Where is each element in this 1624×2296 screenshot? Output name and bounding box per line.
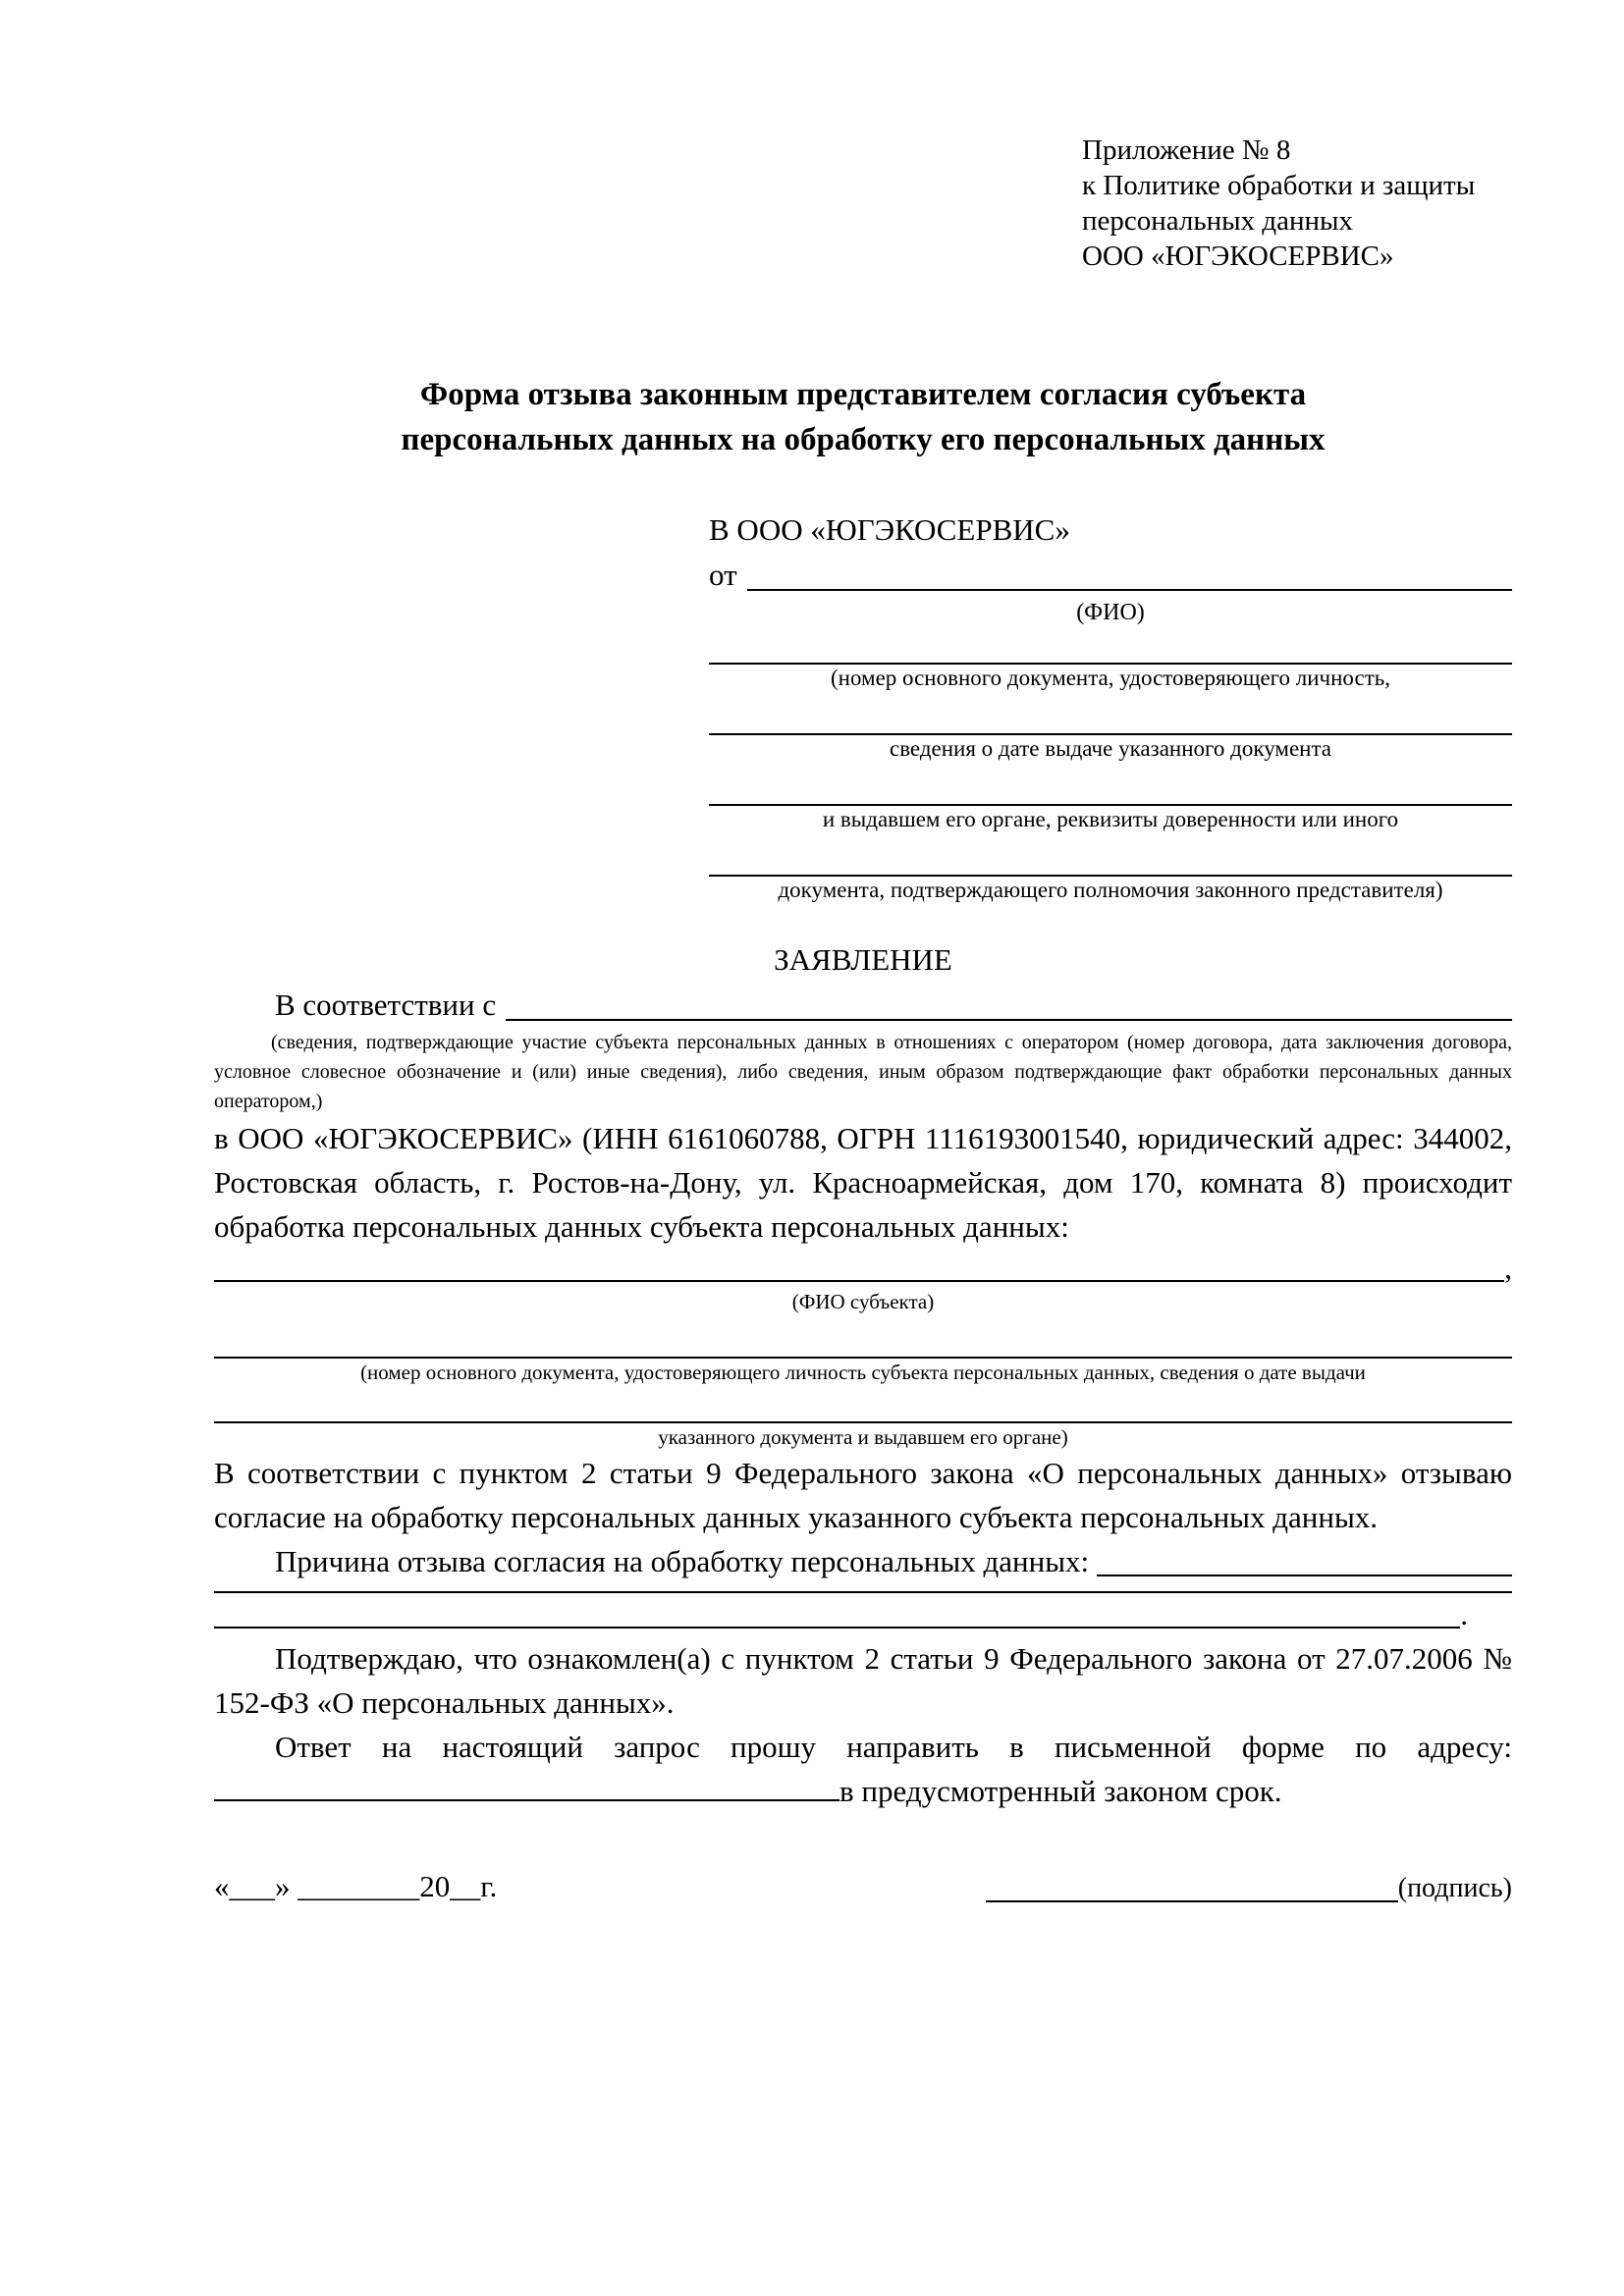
response-paragraph: [214, 1725, 1512, 1813]
doc-caption-line: и выдавшем его органе, реквизиты доверенности или иного: [822, 807, 1399, 831]
from-row: [709, 553, 1512, 598]
operator-paragraph: в ООО «ЮГЭКОСЕРВИС» (ИНН 6161060788, ОГРН 1116193001540, юридический адрес: 344002, Ростовская область, г. Ростов-на-Дону, ул. Красноармейская, дом 170, комната 8) происходит обработка персональных данных субъекта персональных данных:: [214, 1121, 1512, 1244]
doc-blank-line: [709, 627, 1512, 665]
subject-doc-caption: (номер основного документа, удостоверяющего личность субъекта персональных данных, сведения о дате выдачи: [360, 1361, 1366, 1384]
fio-blank-line: [747, 553, 1512, 591]
doc-blank-line: [709, 763, 1512, 806]
date-line: «___» ________20__г.: [214, 1869, 498, 1903]
doc-blank-line: [709, 833, 1512, 877]
comma-suffix: ,: [1504, 1251, 1512, 1285]
paragraph-indent: [214, 983, 275, 1028]
address-blank-line: [214, 1795, 839, 1801]
paragraph-indent: [214, 1539, 275, 1583]
basis-label: В соответствии с: [275, 988, 497, 1022]
appendix-header-line: к Политике обработки и защиты: [1082, 170, 1476, 201]
doc-caption-line: документа, подтверждающего полномочия законного представителя): [778, 878, 1443, 902]
footer-row: [214, 1864, 1512, 1909]
subject-doc-blank-line: [214, 1386, 1512, 1423]
basis-blank-line: [506, 983, 1512, 1021]
signature-blank-line: [986, 1865, 1398, 1902]
withdrawal-paragraph: В соответствии с пунктом 2 статьи 9 Федерального закона «О персональных данных» отзываю согласие на обработку персональных данных указанного субъекта персональных данных.: [214, 1456, 1512, 1534]
addressee-block: [709, 507, 1512, 904]
from-label: от: [709, 558, 737, 592]
reason-row: [214, 1539, 1512, 1583]
document-title: [214, 372, 1512, 462]
subject-doc-caption: указанного документа и выдавшем его органе): [658, 1425, 1068, 1449]
appendix-header-line: Приложение № 8: [1082, 134, 1291, 166]
organization-name: В ООО «ЮГЭКОСЕРВИС»: [709, 512, 1070, 547]
confirm-paragraph: Подтверждаю, что ознакомлен(а) с пунктом 2 статьи 9 Федерального закона от 27.07.2006 № 152-ФЗ «О персональных данных».: [214, 1641, 1512, 1720]
reason-extra-blank-line: [214, 1597, 1460, 1629]
doc-caption-line: сведения о дате выдаче указанного документа: [889, 736, 1332, 761]
basis-row: [214, 983, 1512, 1028]
reason-label: Причина отзыва согласия на обработку персональных данных:: [275, 1544, 1090, 1578]
doc-blank-line: [709, 692, 1512, 735]
appendix-header: [1082, 133, 1512, 274]
doc-caption-line: (номер основного документа, удостоверяющего личность,: [830, 666, 1390, 690]
document-title-line: персональных данных на обработку его персональных данных: [401, 422, 1326, 457]
period-suffix: .: [1460, 1597, 1468, 1631]
subject-fio-row: [214, 1249, 1512, 1288]
basis-note: (сведения, подтверждающие участие субъекта персональных данных в отношениях с оператором (номер договора, дата заключения договора, условное словесное обозначение и (или) иные сведения), либо сведения, иным образом подтверждающие факт обработки персональных данных оператором,): [214, 1032, 1512, 1112]
fio-caption: (ФИО): [1076, 600, 1145, 625]
subject-fio-caption: (ФИО субъекта): [791, 1290, 935, 1313]
appendix-header-line: ООО «ЮГЭКОСЕРВИС»: [1082, 240, 1394, 272]
response-sentence: Ответ на настоящий запрос прошу направить в письменной форме по адресу:: [275, 1730, 1512, 1764]
signature-group: [986, 1865, 1512, 1909]
reason-extra-blank-line: [214, 1591, 1512, 1593]
document-title-line: Форма отзыва законным представителем согласия субъекта: [419, 377, 1307, 412]
signature-caption: (подпись): [1397, 1873, 1512, 1903]
reason-extra-row: [214, 1597, 1468, 1632]
subject-doc-blank-line: [214, 1315, 1512, 1359]
reason-blank-line: [1097, 1539, 1512, 1576]
subject-fio-blank-line: [214, 1249, 1504, 1282]
statement-heading: ЗАЯВЛЕНИЕ: [774, 942, 952, 977]
appendix-header-line: персональных данных: [1082, 205, 1354, 237]
response-suffix: в предусмотренный законом срок.: [839, 1774, 1282, 1808]
